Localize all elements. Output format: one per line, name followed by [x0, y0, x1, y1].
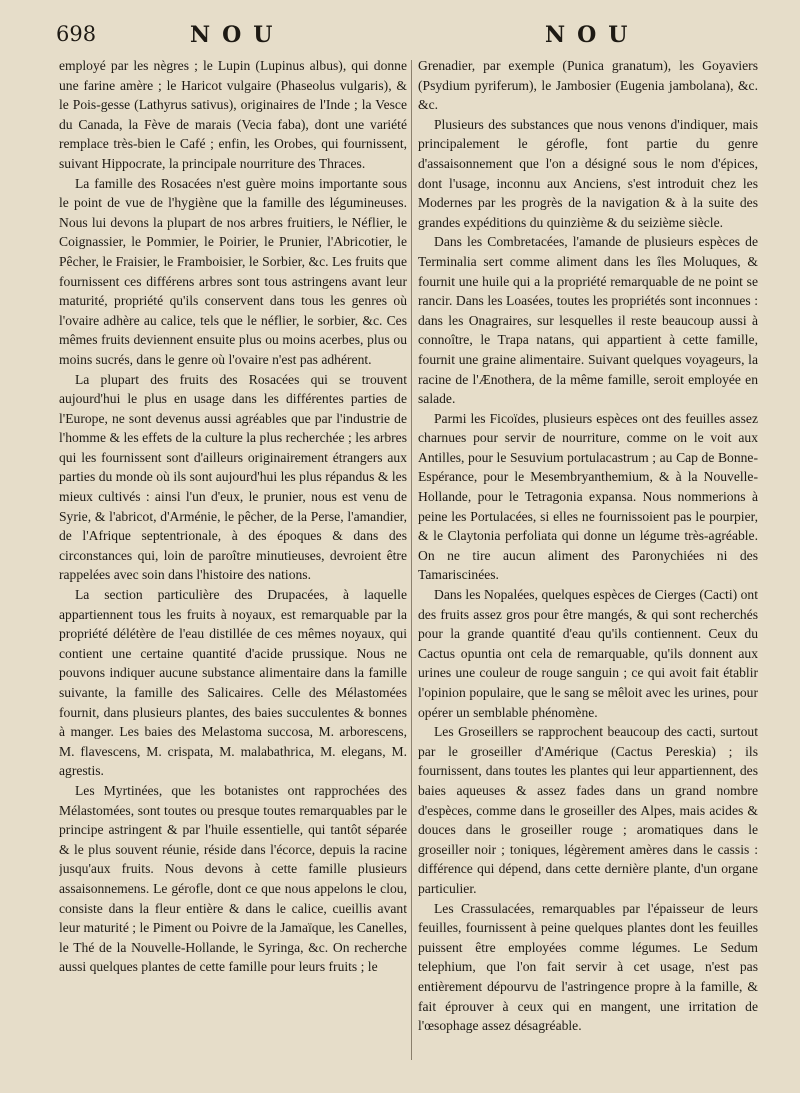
- left-column: [59, 56, 407, 1061]
- column-divider: [411, 60, 412, 1060]
- header-word-right: NOU: [545, 22, 640, 48]
- paragraph: Les Crassulacées, remarquables par l'épaisseur de leurs feuilles, fournissent à peine quelques plantes dont les feuilles puissent être employées comme légumes. Le Sedum telephium, que l'on fait servir à cet usage, n'est pas entièrement dépourvu de l'astringence propre à la famille, & fait éprouver à ceux qui en mangent, une irritation de l'œsophage assez désagréable.: [418, 900, 758, 1034]
- running-header: [0, 18, 800, 52]
- paragraph: La plupart des fruits des Rosacées qui se trouvent aujourd'hui le plus en usage dans les différentes parties de l'Europe, ne sont devenus aussi agréables que par l'industrie de l'homme & les effets de la culture la plus recherchée ; les arbres qui les fournissent sont d'ailleurs originairement étrangers aux parties du monde où ils sont aujourd'hui les plus répandus & les mieux cultivés : ainsi l'un d'eux, le prunier, nous est venu de Syrie, & l'abricot, d'Arménie, le pêcher, de la Perse, l'amandier, de l'Afrique septentrionale, à des époques & dans des circonstances qui, loin de paroître minutieuses, devroient être rappelées avec soin dans l'histoire des nations.: [59, 371, 407, 583]
- paragraph: Dans les Nopalées, quelques espèces de Cierges (Cacti) ont des fruits assez gros pour être mangés, & qui sont recherchés pour la grande quantité d'eau qu'ils contiennent. Ceux du Cactus opuntia ont cela de remarquable, qu'ils donnent aux urines une couleur de rouge sanguin ; ce qui avoit fait établir l'opinion populaire, que le sang se mêloit avec les urines, pour opérer un semblable phénomène.: [418, 587, 758, 720]
- right-column: [418, 56, 758, 1061]
- page-number: 698: [56, 22, 97, 46]
- paragraph: employé par les nègres ; le Lupin (Lupinus albus), qui donne une farine amère ; le Haricot vulgaire (Phaseolus vulgaris), & le Pois-gesse (Lathyrus sativus), originaires de l'Inde ; la Vesce du Canada, la Fève de marais (Vecia faba), dont une variété remplace très-bien le Café ; enfin, les Orobes, qui fournissent, suivant Hippocrate, la principale nourriture des Thraces.: [59, 58, 407, 171]
- paragraph: Les Groseillers se rapprochent beaucoup des cacti, surtout par le groseiller d'Amérique (Cactus Pereskia) ; ils fournissent, dans toutes les plantes qui leur appartiennent, des baies aqueuses & assez fades dans un grand nombre d'espèces, comme dans le groseiller des Alpes, mais acides & douces dans le groseiller rouge ; aromatiques dans le groseiller noir ; toniques, légèrement amères dans le cassis : différence qui dépend, dans cette dernière plante, d'un organe particulier.: [418, 724, 758, 896]
- paragraph: Plusieurs des substances que nous venons d'indiquer, mais principalement le gérofle, font partie du genre d'assaisonnement que l'on a désigné sous le nom d'épices, dont l'usage, inconnu aux Anciens, s'est introduit chez les Modernes par les progrès de la navigation & à la suite des grandes expéditions du quinzième & du seizième siècle.: [418, 116, 758, 230]
- paragraph: Dans les Combretacées, l'amande de plusieurs espèces de Terminalia sert comme aliment dans les îles Moluques, & fournit une huile qui a la propriété remarquable de ne point se rancir. Dans les Loasées, toutes les propriétés sont inconnues : dans les Onagraires, sur lesquelles il reste beaucoup aussi à connoître, le Trapa natans, qui appartient à cette famille, fournit une graine alimentaire. Suivant quelques voyageurs, la racine de l'Ænothera, de la même famille, seroit employée en salade.: [418, 234, 758, 407]
- paragraph: Grenadier, par exemple (Punica granatum), les Goyaviers (Psydium pyriferum), le Jambosier (Eugenia jambolana), &c. &c.: [418, 58, 758, 113]
- paragraph: La section particulière des Drupacées, à laquelle appartiennent tous les fruits à noyaux, est remarquable par la propriété délétère de l'eau distillée de ces mêmes noyaux, qui contient une certaine quantité d'acide prussique. Nous ne pouvons indiquer aucune substance alimentaire dans la famille suivante, la famille des Salicaires. Celle des Mélastomées fournit, dans plusieurs plantes, des baies succulentes & bonnes à manger. Les baies des Melastoma succosa, M. arborescens, M. flavescens, M. crispata, M. malabathrica, M. elegans, M. agrestis.: [59, 587, 407, 779]
- paragraph: Parmi les Ficoïdes, plusieurs espèces ont des feuilles assez charnues pour servir de nourriture, comme on le voit aux Antilles, pour le Sesuvium portulacastrum ; au Cap de Bonne-Espérance, pour le Mesembryanthemium, & à la Nouvelle-Hollande, pour le Tetragonia expansa. Nous nommerions à peine les Portulacées, si elles ne fournissoient pas le pourpier, & le Claytonia perfoliata qui donne un légume très-agréable. On ne tire aucun aliment des Paronychiées ni des Tamariscinées.: [418, 410, 758, 583]
- header-word-left: NOU: [190, 22, 285, 48]
- paragraph: Les Myrtinées, que les botanistes ont rapprochées des Mélastomées, sont toutes ou presque toutes remarquables par le principe astringent & par l'huile essentielle, qui tantôt séparée & le plus souvent réunie, réside dans l'écorce, depuis la racine jusqu'aux fruits. Nous devons à cette famille plusieurs assaisonnemens. Le gérofle, dont ce que nous appelons le clou, consiste dans la fleur entière & dans le calice, cueillis avant leur maturité ; le Piment ou Poivre de la Jamaïque, les Canelles, le Thé de la Nouvelle-Hollande, le Syringa, &c. On recherche aussi quelques plantes de cette famille pour leurs fruits ; le: [59, 782, 407, 975]
- paragraph: La famille des Rosacées n'est guère moins importante sous le point de vue de l'hygiène que la famille des légumineuses. Nous lui devons la plupart de nos arbres fruitiers, le Néflier, le Coignassier, le Pommier, le Poirier, le Prunier, l'Abricotier, le Pêcher, le Fraisier, le Framboisier, le Sorbier, &c. Les fruits que fournissent ces différens arbres sont tous astringens avant leur maturité, propriété qu'ils conservent dans tous les genres où l'ovaire adhère au calice, tels que le néflier, le sorbier, &c. Ces mêmes fruits deviennent ensuite plus ou moins acerbes, plus ou moins sucrés, dans le genre où l'ovaire n'est pas adhérent.: [59, 175, 407, 367]
